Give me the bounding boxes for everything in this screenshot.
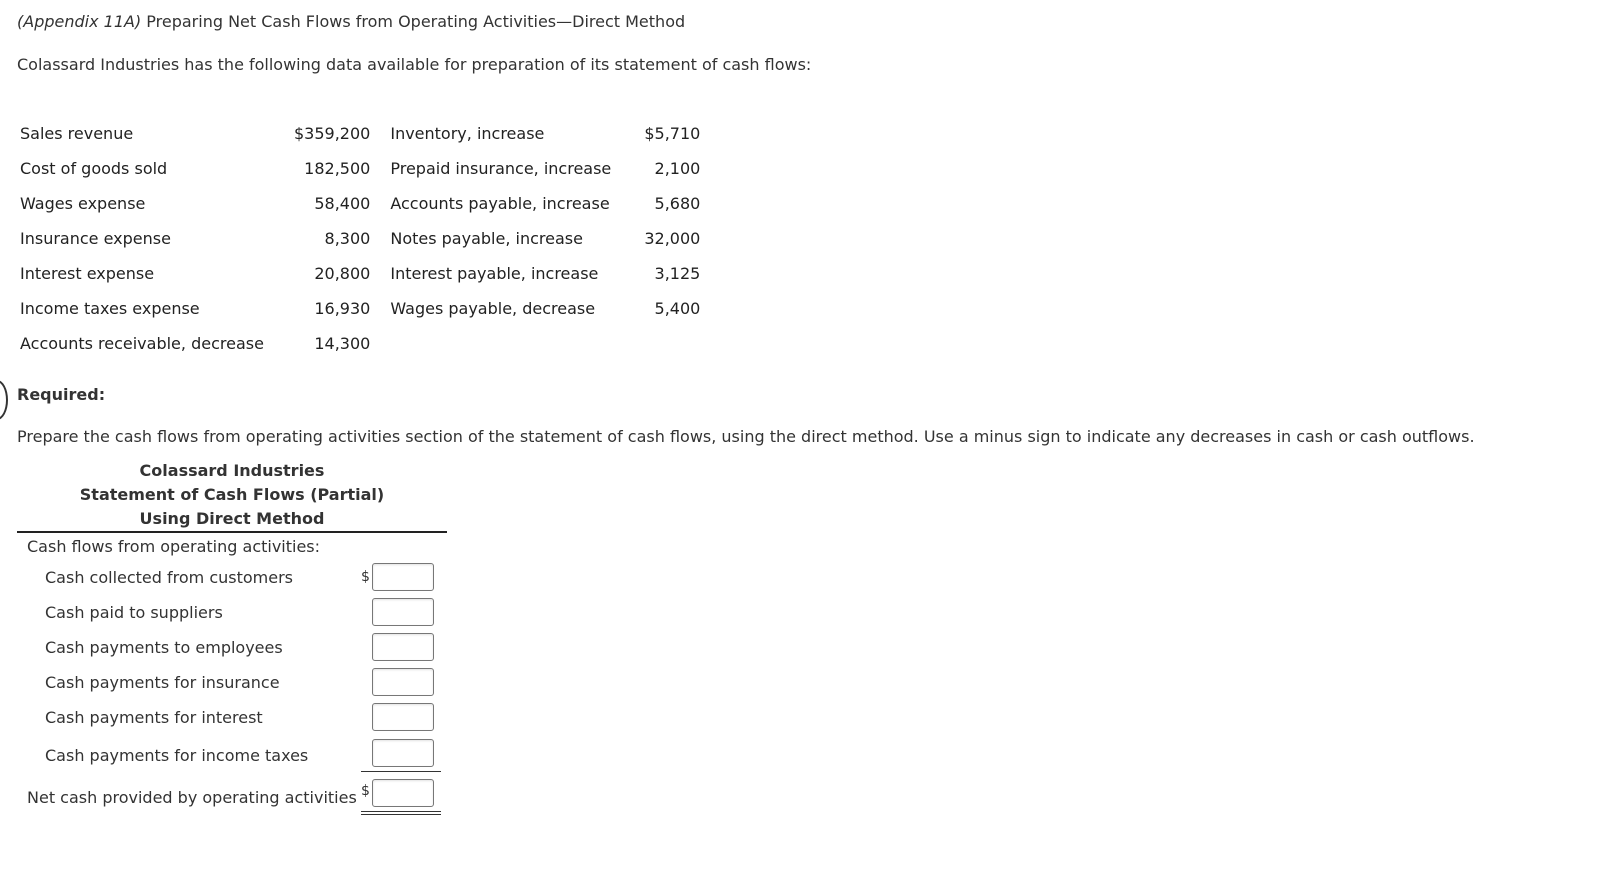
data-label: Accounts receivable, decrease	[20, 334, 264, 353]
data-value: $359,200	[294, 124, 371, 143]
table-row	[14, 116, 706, 151]
data-label: Inventory, increase	[390, 124, 545, 143]
data-label: Insurance expense	[20, 229, 171, 248]
data-label	[380, 326, 636, 361]
problem-title-text: Preparing Net Cash Flows from Operating Activities—Direct Method	[146, 12, 686, 31]
problem-title	[17, 12, 685, 31]
data-value: 8,300	[324, 229, 371, 248]
statement-title: Statement of Cash Flows (Partial)	[79, 485, 385, 504]
data-value: 16,930	[314, 299, 371, 318]
data-label: Accounts payable, increase	[390, 194, 610, 213]
dollar-sign: $	[361, 569, 370, 585]
data-label: Interest expense	[20, 264, 155, 283]
line-label-cash-interest: Cash payments for interest	[45, 708, 263, 727]
intro-text: Colassard Industries has the following data available for preparation of its statement of cash flows:	[17, 55, 812, 74]
statement-method: Using Direct Method	[139, 509, 325, 528]
net-cash-operating-input[interactable]	[372, 779, 434, 807]
data-value: 5,400	[654, 299, 701, 318]
data-label: Prepaid insurance, increase	[390, 159, 612, 178]
data-label: Notes payable, increase	[390, 229, 583, 248]
table-row	[14, 256, 706, 291]
company-name: Colassard Industries	[139, 461, 325, 480]
table-row	[14, 326, 706, 361]
data-value: $5,710	[644, 124, 701, 143]
data-value: 2,100	[654, 159, 701, 178]
data-label: Interest payable, increase	[390, 264, 599, 283]
appendix-label: (Appendix 11A)	[17, 12, 142, 31]
data-value: 32,000	[644, 229, 701, 248]
data-value: 58,400	[314, 194, 371, 213]
required-heading: Required:	[17, 385, 106, 404]
statement-header	[17, 459, 447, 533]
section-marker	[0, 380, 8, 420]
total-label: Net cash provided by operating activities	[27, 788, 357, 807]
data-value: 20,800	[314, 264, 371, 283]
subtotal-rule	[361, 771, 441, 772]
line-label-cash-suppliers: Cash paid to suppliers	[45, 603, 223, 622]
data-label: Cost of goods sold	[20, 159, 168, 178]
section-label: Cash flows from operating activities:	[27, 537, 321, 556]
table-row	[14, 151, 706, 186]
total-double-rule	[361, 811, 441, 815]
data-value: 3,125	[654, 264, 701, 283]
line-label-cash-collected: Cash collected from customers	[45, 568, 294, 587]
data-label: Wages expense	[20, 194, 146, 213]
line-label-cash-insurance: Cash payments for insurance	[45, 673, 280, 692]
data-label: Wages payable, decrease	[390, 299, 596, 318]
cash-payments-interest-input[interactable]	[372, 703, 434, 731]
given-data-table	[14, 116, 706, 361]
cash-payments-income-taxes-input[interactable]	[372, 739, 434, 767]
line-label-cash-employees: Cash payments to employees	[45, 638, 283, 657]
table-row	[14, 186, 706, 221]
cash-payments-insurance-input[interactable]	[372, 668, 434, 696]
data-value	[636, 326, 706, 361]
dollar-sign: $	[361, 783, 370, 799]
data-value: 5,680	[654, 194, 701, 213]
table-row	[14, 291, 706, 326]
cash-paid-suppliers-input[interactable]	[372, 598, 434, 626]
data-label: Income taxes expense	[20, 299, 200, 318]
data-value: 182,500	[304, 159, 371, 178]
data-label: Sales revenue	[20, 124, 134, 143]
instructions-text: Prepare the cash flows from operating activities section of the statement of cash flows, using the direct method. Use a minus sign to indicate any decreases in cash or cash outflows.	[17, 427, 1475, 446]
cash-collected-input[interactable]	[372, 563, 434, 591]
line-label-cash-income-taxes: Cash payments for income taxes	[45, 746, 309, 765]
cash-payments-employees-input[interactable]	[372, 633, 434, 661]
data-value: 14,300	[314, 334, 371, 353]
table-row	[14, 221, 706, 256]
